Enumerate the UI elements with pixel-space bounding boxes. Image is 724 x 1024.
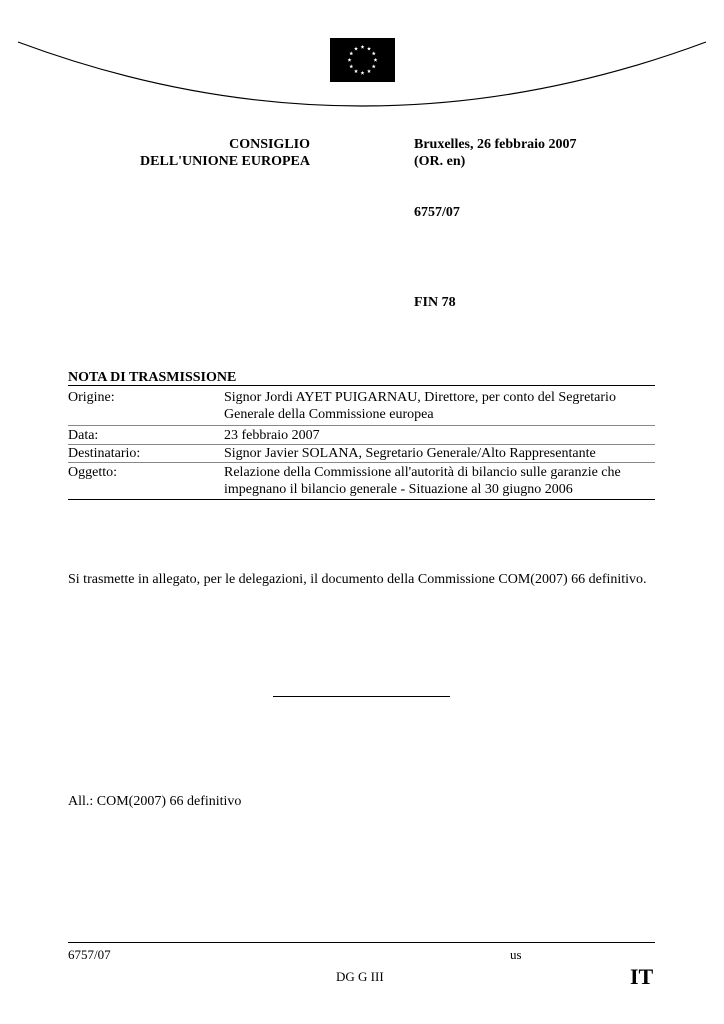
flag-field <box>330 38 395 82</box>
footer-dg: DG G III <box>336 969 384 984</box>
date-label: Data: <box>68 428 99 443</box>
council-name <box>100 136 310 170</box>
eu-flag-icon <box>330 38 395 82</box>
recipient-value: Signor Javier SOLANA, Segretario Generale/Alto Rappresentante <box>224 446 596 461</box>
file-code: FIN 78 <box>414 295 456 310</box>
footer-language-code: IT <box>630 964 654 989</box>
council-name-line1: CONSIGLIO <box>229 137 310 152</box>
footer-doc-number: 6757/07 <box>68 947 111 962</box>
doc-number: 6757/07 <box>414 205 460 220</box>
body-paragraph: Si trasmette in allegato, per le delegazioni, il documento della Commissione COM(2007) 66 definitivo. <box>68 572 647 587</box>
row-divider <box>68 425 655 426</box>
row-divider <box>68 462 655 463</box>
note-bottom-rule <box>68 499 655 500</box>
subject-value: Relazione della Commissione all'autorità di bilancio sulle garanzie che impegnano il bilancio generale - Situazione al 30 giugno 2006 <box>224 465 621 497</box>
footer-initials: us <box>510 947 522 962</box>
date-value: 23 febbraio 2007 <box>224 428 320 443</box>
origin-value: Signor Jordi AYET PUIGARNAU, Direttore, per conto del Segretario Generale della Commissione europea <box>224 390 616 422</box>
footer-rule <box>68 942 655 943</box>
separator-line <box>273 696 450 697</box>
note-top-rule <box>68 385 655 386</box>
subject-label: Oggetto: <box>68 465 117 480</box>
note-title: NOTA DI TRASMISSIONE <box>68 370 237 385</box>
annex-line: All.: COM(2007) 66 definitivo <box>68 794 242 809</box>
recipient-label: Destinatario: <box>68 446 141 461</box>
place-date-block <box>414 136 577 170</box>
original-language: (OR. en) <box>414 154 466 169</box>
place-date: Bruxelles, 26 febbraio 2007 <box>414 137 577 152</box>
origin-label: Origine: <box>68 390 115 405</box>
council-name-line2: DELL'UNIONE EUROPEA <box>140 154 310 169</box>
